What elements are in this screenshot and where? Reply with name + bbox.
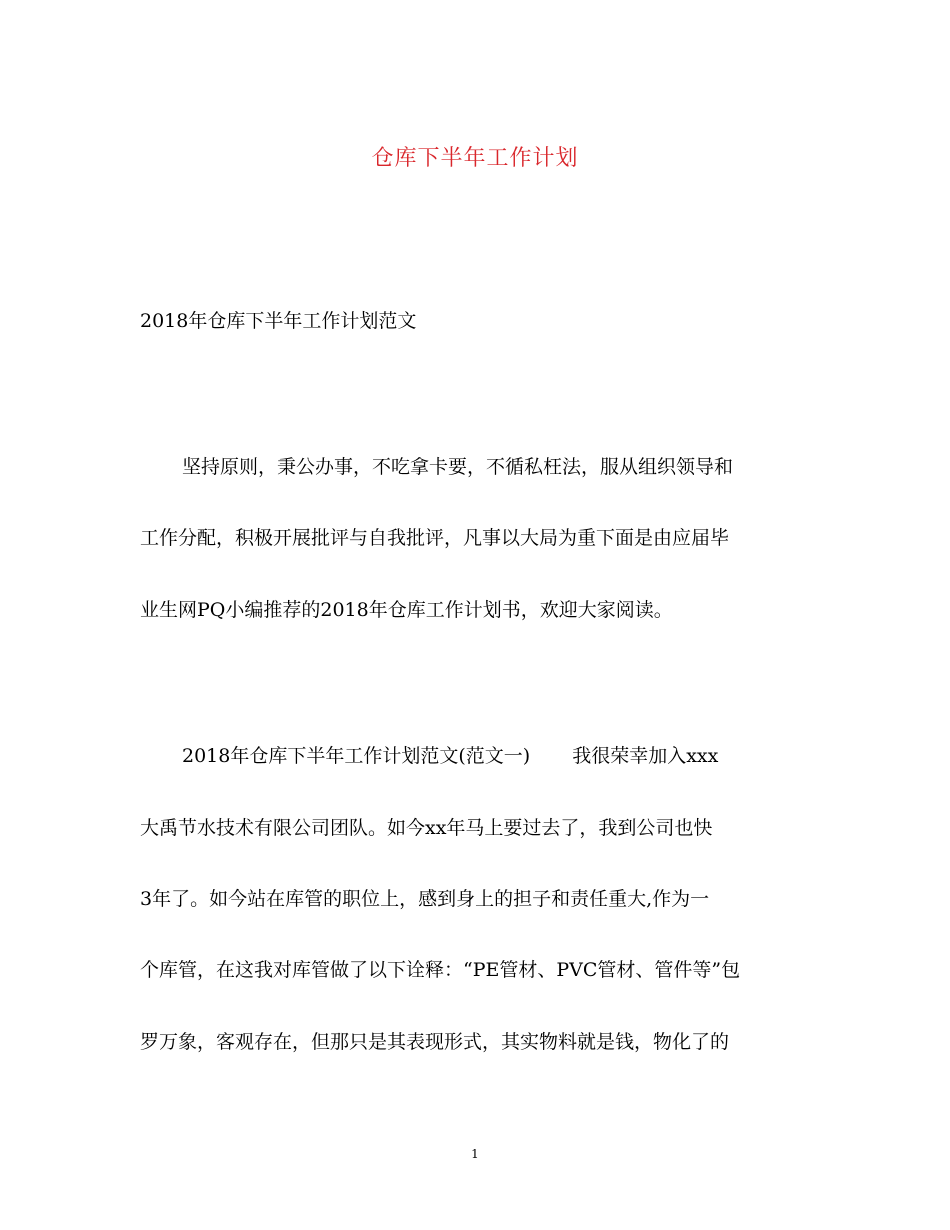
sample-heading: 2018年仓库下半年工作计划范文(范文一) bbox=[182, 745, 531, 767]
page-number: 1 bbox=[471, 1147, 479, 1161]
body-line-2: 大禹节水技术有限公司团队。如今xx年马上要过去了，我到公司也快 bbox=[140, 817, 713, 839]
document-subtitle: 2018年仓库下半年工作计划范文 bbox=[140, 310, 417, 332]
intro-line-1: 坚持原则，秉公办事，不吃拿卡要，不循私枉法，服从组织领导和 bbox=[182, 456, 734, 478]
body-line-1-text: 我很荣幸加入xxx bbox=[572, 745, 719, 767]
intro-line-3: 业生网PQ小编推荐的2018年仓库工作计划书，欢迎大家阅读。 bbox=[140, 599, 673, 621]
body-line-5: 罗万象，客观存在，但那只是其表现形式，其实物料就是钱，物化了的 bbox=[140, 1031, 730, 1053]
body-line-1 bbox=[182, 741, 822, 771]
intro-line-2: 工作分配，积极开展批评与自我批评，凡事以大局为重下面是由应届毕 bbox=[140, 527, 730, 549]
document-title: 仓库下半年工作计划 bbox=[371, 146, 579, 171]
body-line-3: 3年了。如今站在库管的职位上，感到身上的担子和责任重大,作为一 bbox=[140, 888, 710, 910]
body-line-4: 个库管，在这我对库管做了以下诠释：“PE管材、PVC管材、管件等”包 bbox=[140, 959, 741, 981]
